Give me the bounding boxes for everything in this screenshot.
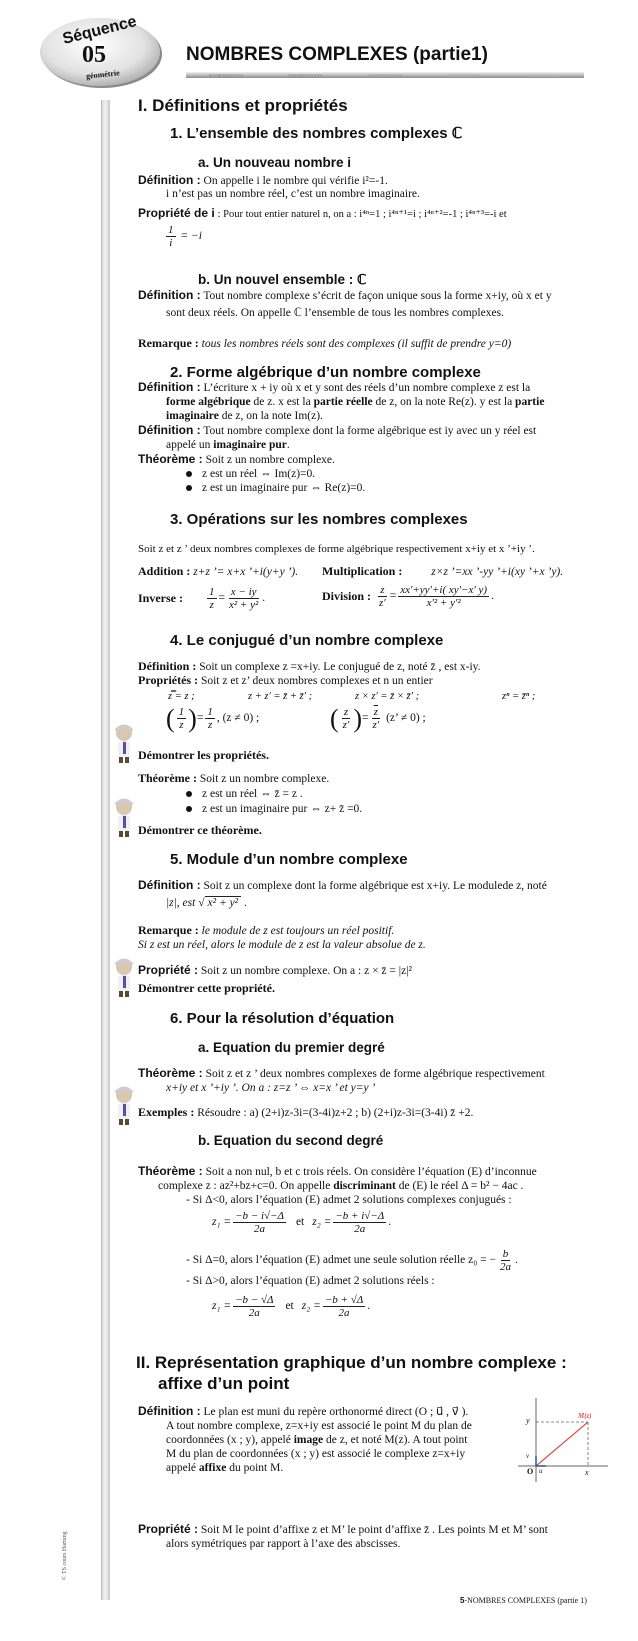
remark-text: Si z est un réel, alors le module de z est la valeur absolue de z.	[138, 939, 426, 951]
theorem-label: Théorème :	[138, 771, 197, 785]
definition-label: Définition :	[138, 423, 201, 437]
multiplication-label: Multiplication :	[322, 564, 403, 578]
definition-affix	[138, 1404, 472, 1475]
text-line: L’écriture x + iy où x et y sont des réels d’un nombre complexe z est la	[203, 382, 531, 394]
demonstrate-theorem: Démontrer ce théorème.	[138, 823, 262, 837]
professor-icon	[112, 1086, 136, 1126]
definition-label: Définition :	[138, 380, 201, 394]
subsection-3-title: 3. Opérations sur les nombres complexes	[170, 511, 468, 528]
property-text: Soit z un nombre complexe. On a : z × z̄ = |z|²	[200, 965, 412, 977]
z2-label: z₂ =	[301, 1300, 321, 1312]
fraction: $\frac{-b - i√-\Delta}{2a}$	[235, 1210, 284, 1235]
definition-c	[138, 288, 552, 304]
addition-label: Addition :	[138, 564, 191, 578]
property-text: Soit M le point d’affixe z et M’ le point d’affixe z̄ . Les points M et M’ sont	[200, 1524, 548, 1536]
fraction: $\frac{-b + √\Delta}{2a}$	[324, 1294, 364, 1319]
theorem-label: Théorème :	[138, 1066, 203, 1080]
theorem-equality	[138, 1066, 545, 1095]
subsection-1-title: 1. L’ensemble des nombres complexes ℂ	[170, 125, 463, 142]
properties-label: Propriétés :	[138, 673, 199, 687]
division-rule: Division : $\frac{z}{z'}$ = $\frac{xx'+yy'+i( xy'-x' y)}{\text{x′² + y′²}}$ .	[322, 584, 494, 609]
professor-icon	[112, 958, 136, 998]
theorem-text: Soit z un nombre complexe.	[199, 773, 330, 785]
addition-formula: z+z ’= x+x ’+i(y+y ’).	[193, 566, 299, 578]
definition-text: du point M.	[226, 1462, 284, 1474]
text: de z, on la note Im(z).	[218, 410, 323, 422]
bullet-icon	[186, 485, 192, 491]
demonstrate-properties: Démontrer les propriétés.	[138, 748, 269, 762]
remark-text: le module de z est toujours un réel positif.	[201, 925, 395, 937]
page-title: NOMBRES COMPLEXES (partie1)	[186, 44, 488, 65]
fraction: $\frac{1}{i}$	[168, 224, 174, 249]
bullet-item	[138, 802, 362, 817]
definition-text: coordonnées (x ; y), appelé	[166, 1434, 294, 1446]
text-line: Soit z un nombre complexe.	[205, 454, 335, 466]
definition-text: M du plan de coordonnées (x ; y) est associé le complexe z=x+iy	[166, 1448, 466, 1460]
term: image	[293, 1434, 324, 1446]
property-modulus	[138, 963, 412, 979]
band-word: MATHEMATIQUES	[447, 72, 482, 78]
section-2-title-line2: affixe d’un point	[158, 1374, 290, 1393]
fraction: $\frac{1}{z}$	[209, 586, 215, 611]
division-label: Division :	[322, 589, 372, 603]
examples-label: Exemples :	[138, 1105, 195, 1119]
conjugate-property: z × z′ = z̄ × z̄′ ;	[355, 691, 420, 702]
fraction: $\frac{-b - √\Delta}{2a}$	[235, 1294, 274, 1319]
sidebar-credit: © TS cours Hartung	[62, 1531, 68, 1580]
property-text: : Pour tout entier naturel n, on a : i⁴ⁿ=1 ; i⁴ⁿ⁺¹=i ; i⁴ⁿ⁺²=-1 ; i⁴ⁿ⁺³=-i et	[217, 209, 507, 220]
term: affixe	[198, 1462, 227, 1474]
subsection-6b-title: b. Equation du second degré	[198, 1133, 384, 1148]
definition-text: A tout nombre complexe, z=x+iy est associé le point M du plan de	[166, 1420, 472, 1432]
bullet-item	[138, 481, 544, 495]
term: partie réelle	[313, 396, 373, 408]
zero-solution: - Si Δ=0, alors l’équation (E) admet une seule solution réelle z₀ = − $\frac{b}{2a}$ .	[186, 1248, 518, 1273]
property-label: Propriété :	[138, 963, 199, 977]
definition-text: On appelle i le nombre qui vérifie i²=-1.	[203, 175, 388, 187]
definition-text: Tout nombre complexe s’écrit de façon unique sous la forme x+iy, où x et y	[203, 290, 552, 302]
subsection-6-title: 6. Pour la résolution d’équation	[170, 1010, 395, 1027]
definition-text: Soit un complexe z =x+iy. Le conjugué de z, noté z̄ , est x-iy.	[199, 661, 481, 673]
affix-figure	[510, 1398, 610, 1484]
z1-label: z₁ =	[212, 1300, 232, 1312]
condition-text: (z ≠ 0) ;	[222, 712, 260, 724]
section-1-title: I. Définitions et propriétés	[138, 96, 348, 115]
bullet-icon	[186, 471, 192, 477]
definition-c-line2: sont deux réels. On appelle ℂ l’ensemble de tous les nombres complexes.	[166, 307, 504, 319]
bullet-text: z est un réel ⇔ z̄ = z .	[202, 788, 303, 800]
multiplication-rule	[322, 564, 563, 580]
property-text: alors symétriques par rapport à l’axe des abscisses.	[166, 1538, 401, 1550]
y-label: y	[526, 1416, 530, 1425]
fraction-rhs: = −i	[180, 230, 202, 243]
bullet-text: z est un imaginaire pur ⇔ Re(z)=0.	[202, 482, 366, 494]
text-line: Tout nombre complexe dont la forme algébrique est iy avec un y réel est	[203, 425, 537, 437]
examples-first-degree	[138, 1105, 473, 1121]
negative-solutions: z₁ = $\frac{-b - i√-\Delta}{2a}$ et z₂ = $\frac{-b + i√-\Delta}{2a}$ .	[212, 1210, 392, 1235]
badge-bottom-text: géométrie	[85, 68, 121, 81]
remark-modulus	[138, 923, 426, 952]
theorem-text: de (E) le réel Δ = b² − 4ac .	[395, 1180, 524, 1192]
property-label: Propriété :	[138, 1522, 199, 1536]
complex-plane-diagram	[510, 1398, 610, 1484]
z1-label: z₁ =	[212, 1216, 232, 1228]
property-label: Propriété de i	[138, 206, 215, 220]
professor-icon	[112, 724, 136, 764]
definition-label: Définition :	[138, 173, 201, 187]
fraction: $\frac{b}{2a}$	[499, 1248, 511, 1273]
fraction: $\frac{x - iy}{\text{x² + y²}}$	[229, 586, 259, 611]
remark-reals	[138, 336, 511, 352]
bullet-icon	[186, 806, 192, 812]
subsection-2-title: 2. Forme algébrique d’un nombre complexe	[170, 364, 481, 381]
bullet-item	[138, 787, 362, 802]
and-text: et	[285, 1300, 294, 1312]
section-2-title	[136, 1352, 567, 1394]
conjugate-property: z + z′ = z̄ + z̄′ ;	[248, 691, 313, 702]
property-i-fraction	[164, 224, 202, 249]
operations-intro: Soit z et z ’ deux nombres complexes de forme algébrique respectivement x+iy et x ’+iy ’.	[138, 543, 535, 555]
badge-top-text: Séquence	[60, 13, 139, 48]
definition-label: Définition :	[138, 1404, 201, 1418]
conjugate-property: z̿ = z ;	[168, 691, 195, 702]
text: de z, on la note Re(z). y est la	[372, 396, 516, 408]
conjugate-quotient-property: ( $\frac{z}{z'}$ ) = $\frac{\overline{z}}{z'}$ (z’ ≠ 0) ;	[330, 704, 426, 733]
text: .	[286, 439, 290, 451]
origin-label: O	[527, 1467, 534, 1476]
conjugate-property: zⁿ = z̄ⁿ ;	[502, 691, 536, 702]
subsection-4-title: 4. Le conjugué d’un nombre complexe	[170, 632, 444, 649]
page-footer	[460, 1596, 587, 1605]
definition-algebraic	[138, 380, 544, 495]
footer-title: -NOMBRES COMPLEXES (partie 1)	[464, 1596, 587, 1605]
header-band	[186, 72, 584, 78]
band-word: MATHEMATIQUES	[527, 72, 562, 78]
fraction: $\frac{1}{z}$	[207, 706, 213, 731]
fraction: $\frac{xx'+yy'+i( xy'-x' y)}{\text{x′² + y′²}}$	[400, 584, 488, 609]
band-word: MATHEMATIQUES	[367, 72, 402, 78]
theorem-second-degree	[138, 1164, 537, 1207]
bullet-icon	[186, 791, 192, 797]
theorem-text: Soit a non nul, b et c trois réels. On considère l’équation (E) d’inconnue	[205, 1166, 537, 1178]
inverse-rule: Inverse : $\frac{1}{z}$ = $\frac{x - iy}{\text{x² + y²}}$ .	[138, 586, 266, 611]
property-symmetry	[138, 1522, 548, 1551]
subsection-1a-title: a. Un nouveau nombre i	[198, 155, 352, 170]
fraction: $\frac{-b + i√-\Delta}{2a}$	[335, 1210, 385, 1235]
subsection-6a-title: a. Equation du premier degré	[198, 1040, 385, 1055]
x-label: x	[585, 1468, 589, 1477]
section-2-title-line1: II. Représentation graphique d’un nombre complexe :	[136, 1353, 567, 1372]
sqrt-radicand: x² + y²	[205, 896, 242, 909]
fraction: $\frac{\overline{z}}{z'}$	[372, 706, 380, 731]
sqrt-icon: √	[198, 897, 205, 909]
theorem-conjugate	[138, 771, 362, 817]
point-label: M(z)	[578, 1412, 592, 1420]
text: de z. x est la	[250, 396, 314, 408]
fraction: $\frac{z}{z'}$	[379, 584, 386, 609]
fraction: $\frac{1}{z}$	[178, 706, 185, 731]
text: appelé un	[166, 439, 214, 451]
positive-solutions: z₁ = $\frac{-b - √\Delta}{2a}$ et z₂ = $\frac{-b + √\Delta}{2a}$ .	[212, 1294, 371, 1319]
definition-i-line2: i n’est pas un nombre réel, c’est un nombre imaginaire.	[166, 188, 420, 200]
professor-icon	[112, 798, 136, 838]
properties-conjugate	[138, 673, 433, 689]
definition-text: Soit z un complexe dont la forme algébrique est x+iy. Le modulede z, noté	[203, 880, 547, 892]
band-word: MATHEMATIQUES	[208, 72, 243, 78]
modulus-text: |z|, est	[166, 897, 196, 909]
property-i	[138, 206, 507, 222]
page-number: 5	[460, 1596, 465, 1605]
sequence-badge	[36, 14, 164, 90]
examples-text: Résoudre : a) (2+i)z-3i=(3-4i)z+2 ; b) (2+i)z-3i=(3-4i) z̄ +2.	[197, 1107, 474, 1119]
conjugate-inverse-property: ( $\frac{1}{z}$ ) = $\frac{1}{z}$ , (z ≠ 0) ;	[166, 704, 260, 733]
definition-label: Définition :	[138, 878, 201, 892]
theorem-label: Théorème :	[138, 1164, 203, 1178]
and-text: et	[295, 1216, 305, 1228]
demonstrate-property: Démontrer cette propriété.	[138, 981, 275, 995]
case-zero-text: - Si Δ=0, alors l’équation (E) admet une seule solution réelle z₀ = −	[186, 1254, 496, 1266]
v-label: v⃗	[526, 1452, 535, 1460]
inverse-label: Inverse :	[138, 591, 183, 605]
left-margin-bar	[101, 100, 110, 1600]
term: partie	[515, 396, 545, 408]
definition-text: appelé	[166, 1462, 199, 1474]
band-word: MATHEMATIQUES	[288, 72, 323, 78]
properties-text: Soit z et z’ deux nombres complexes et n un entier	[200, 675, 433, 687]
fraction: $\frac{z}{z'}$	[342, 706, 350, 731]
bullet-text: z est un réel ⇔ Im(z)=0.	[202, 468, 316, 480]
definition-label: Définition :	[138, 659, 197, 673]
theorem-text: complexe z : az²+bz+c=0. On appelle	[158, 1180, 334, 1192]
remark-label: Remarque :	[138, 336, 199, 350]
term: discriminant	[333, 1180, 396, 1192]
multiplication-formula: z×z ’=xx ’-yy ’+i(xy ’+x ’y).	[431, 566, 564, 578]
definition-label: Définition :	[138, 288, 201, 302]
definition-text: Le plan est muni du repère orthonormé direct (O ; u⃗ , v⃗ ).	[203, 1406, 469, 1418]
vector-om	[536, 1422, 588, 1466]
theorem-text: x+iy et x ’+iy ’. On a : z=z ’ ⇔ x=x ’ et y=y ’	[166, 1082, 376, 1094]
definition-text: de z, et noté M(z). A tout point	[323, 1434, 468, 1446]
term: imaginaire pur	[213, 439, 287, 451]
bullet-item	[138, 467, 544, 481]
addition-rule	[138, 564, 298, 580]
condition-text: (z’ ≠ 0) ;	[386, 712, 426, 724]
subsection-1b-title: b. Un nouvel ensemble : ℂ	[198, 272, 367, 287]
z2-label: z₂ =	[312, 1216, 332, 1228]
u-label: u⃗	[539, 1467, 548, 1475]
remark-text: tous les nombres réels sont des complexes (il suffit de prendre y=0)	[201, 338, 512, 350]
case-negative-text: - Si Δ<0, alors l’équation (E) admet 2 solutions complexes conjugués :	[186, 1194, 512, 1206]
badge-number: 05	[82, 42, 106, 68]
remark-label: Remarque :	[138, 923, 199, 937]
term: forme algébrique	[166, 396, 251, 408]
theorem-text: Soit z et z ’ deux nombres complexes de forme algébrique respectivement	[205, 1068, 545, 1080]
definition-modulus	[138, 878, 547, 894]
subsection-5-title: 5. Module d’un nombre complexe	[170, 851, 408, 868]
theorem-label: Théorème :	[138, 452, 203, 466]
bullet-text: z est un imaginaire pur ⇔ z+ z̄ =0.	[202, 803, 363, 815]
modulus-formula: |z|, est √ x² + y² .	[166, 897, 247, 909]
term: imaginaire	[166, 410, 219, 422]
case-positive-text: - Si Δ>0, alors l’équation (E) admet 2 solutions réels :	[186, 1275, 435, 1287]
